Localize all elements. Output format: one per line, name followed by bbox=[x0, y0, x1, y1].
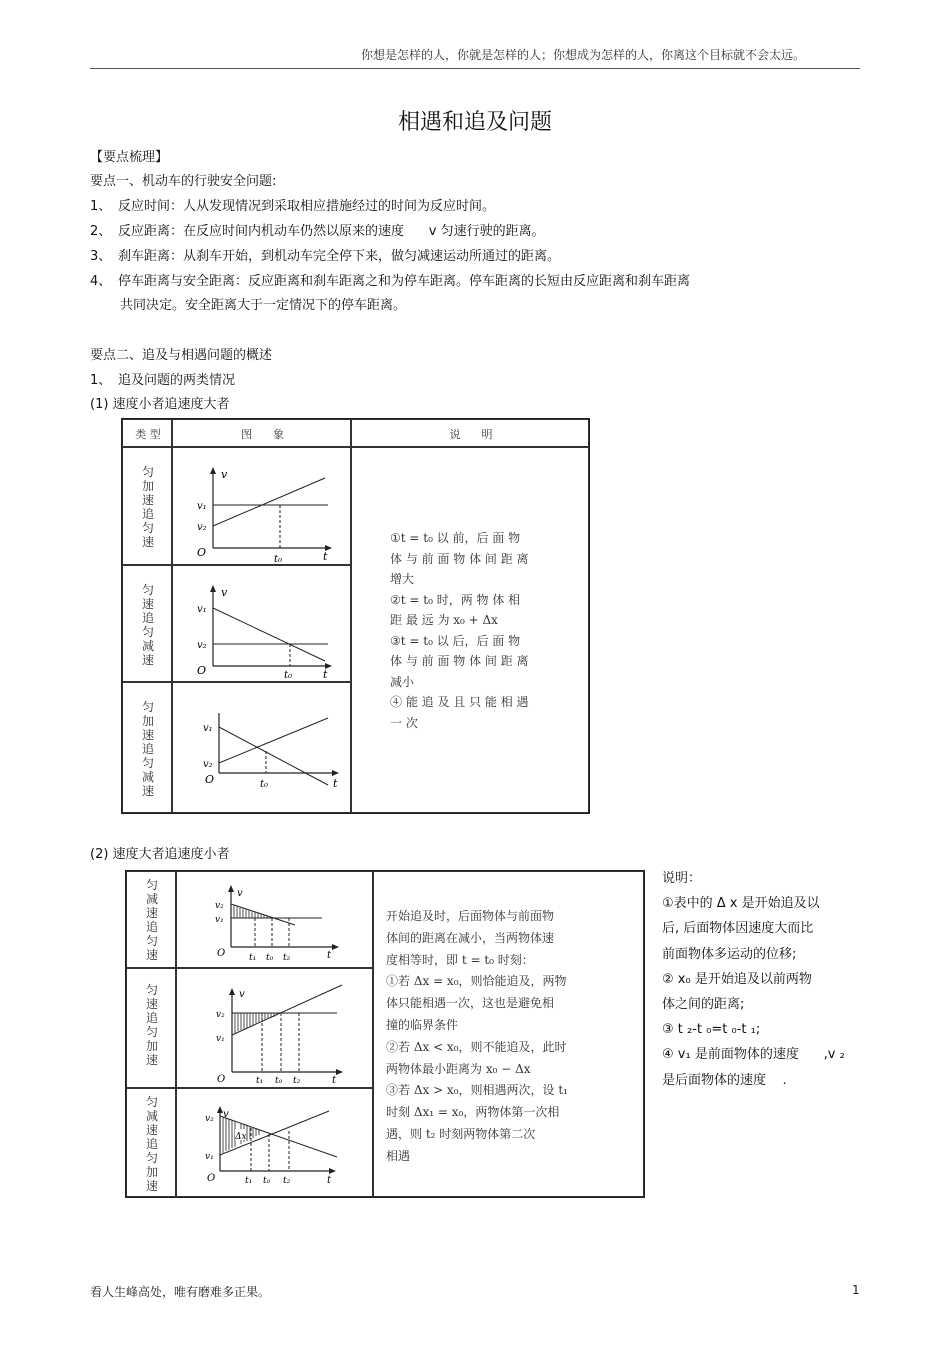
graph-accel-chases-decel bbox=[173, 683, 352, 814]
desc-line: ①t = t₀ 以 前，后 面 物 bbox=[390, 531, 521, 545]
side-note-line: 是后面物体的速度 . bbox=[662, 1072, 787, 1088]
type-cell bbox=[126, 871, 176, 968]
label-v1: v₁ bbox=[216, 1034, 225, 1044]
axis-label-t: t bbox=[332, 1075, 337, 1086]
type-cell bbox=[126, 968, 176, 1088]
desc-line: 体间的距离在减小，当两物体速 bbox=[386, 930, 555, 945]
axis-label-v: v bbox=[221, 586, 228, 599]
desc-line: ②若 Δx < x₀，则不能追及，此时 bbox=[386, 1039, 567, 1054]
desc-line: 体 与 前 面 物 体 间 距 离 bbox=[390, 654, 529, 668]
description-cell bbox=[373, 871, 644, 1197]
desc-line: 减小 bbox=[390, 674, 415, 689]
label-v1: v₁ bbox=[197, 501, 207, 512]
label-t0: t₀ bbox=[275, 1076, 283, 1086]
row-type-label: 匀速追匀加速 bbox=[145, 983, 158, 1067]
item-text: 停车距离与安全距离：反应距离和刹车距离之和为停车距离。停车距离的长短由反应距离和刹车距离 bbox=[118, 274, 691, 289]
label-t0: t₀ bbox=[274, 554, 283, 565]
header-graph-cell bbox=[172, 419, 351, 447]
origin-label: O bbox=[217, 948, 226, 959]
desc-line: 遇，则 t₂ 时刻两物体第二次 bbox=[386, 1126, 536, 1141]
label-t2: t₂ bbox=[283, 1176, 291, 1186]
desc-line: 度相等时，即 t = t₀ 时刻： bbox=[386, 952, 534, 967]
row-type-label: 匀加速追匀速 bbox=[141, 465, 154, 549]
origin-label: O bbox=[197, 546, 207, 559]
label-t0: t₀ bbox=[263, 1176, 271, 1186]
sub1-num: 1、 bbox=[90, 373, 112, 388]
graph-cell bbox=[172, 447, 351, 565]
desc-line: 开始追及时，后面物体与前面物 bbox=[386, 909, 555, 923]
item-num: 4、 bbox=[90, 274, 112, 289]
axis-label-v: v bbox=[223, 1109, 229, 1120]
item-text: 反应时间：人从发现情况到采取相应措施经过的时间为反应时间。 bbox=[118, 199, 496, 214]
sub1-text: 追及问题的两类情况 bbox=[118, 373, 236, 388]
side-note-line: ①表中的 Δ x 是开始追及以 bbox=[662, 896, 820, 912]
description-text bbox=[390, 528, 529, 733]
type-cell bbox=[126, 1088, 176, 1197]
label-v2: v₂ bbox=[203, 759, 213, 770]
description-text bbox=[386, 906, 568, 1168]
graph-cell bbox=[172, 565, 351, 682]
point1-item bbox=[90, 245, 560, 264]
table-speed-large-chases-small bbox=[125, 870, 645, 1198]
label-t1: t₁ bbox=[245, 1176, 253, 1186]
graph-decel-chases-accel bbox=[177, 1089, 374, 1198]
point1-item bbox=[90, 195, 495, 214]
graph-accel-chases-uniform bbox=[173, 448, 352, 566]
origin-label: O bbox=[205, 773, 215, 786]
label-t2: t₂ bbox=[293, 1076, 301, 1086]
label-t0: t₀ bbox=[266, 953, 274, 963]
header-type-cell bbox=[122, 419, 172, 447]
side-note-line: 前面物体多运动的位移; bbox=[662, 946, 797, 962]
graph-cell bbox=[176, 871, 373, 968]
axis-label-v: v bbox=[237, 888, 243, 899]
label-delta-x: Δx bbox=[235, 1132, 247, 1142]
origin-label: O bbox=[217, 1074, 226, 1085]
desc-line: 一 次 bbox=[390, 715, 418, 730]
description-cell bbox=[351, 447, 589, 813]
desc-line: ①若 Δx = x₀，则恰能追及，两物 bbox=[386, 974, 567, 989]
desc-line: 体 与 前 面 物 体 间 距 离 bbox=[390, 551, 529, 566]
point1-item4-continued: 共同决定。安全距离大于一定情况下的停车距离。 bbox=[120, 298, 407, 313]
graph-cell bbox=[176, 1088, 373, 1197]
axis-label-v: v bbox=[239, 989, 245, 1000]
desc-line: 撞的临界条件 bbox=[386, 1017, 459, 1032]
label-t1: t₁ bbox=[256, 1076, 264, 1086]
label-t0: t₀ bbox=[260, 779, 269, 790]
label-v2: v₂ bbox=[216, 1010, 225, 1020]
footer-motto: 看人生峰高处，唯有磨难多正果。 bbox=[90, 1285, 271, 1299]
header-desc: 说 明 bbox=[449, 428, 493, 441]
axis-label-t: t bbox=[323, 668, 328, 681]
graph-uniform-chases-decel bbox=[173, 566, 352, 683]
origin-label: O bbox=[197, 664, 207, 677]
label-v2: v₂ bbox=[215, 901, 224, 911]
label-v2: v₂ bbox=[205, 1114, 214, 1124]
point1-item bbox=[90, 220, 545, 239]
desc-line: ③若 Δx > x₀，则相遇两次，设 t₁ bbox=[386, 1083, 568, 1098]
desc-line: 增大 bbox=[390, 572, 415, 586]
graph-cell bbox=[176, 968, 373, 1088]
label-v1: v₁ bbox=[203, 723, 213, 734]
point2-sub1 bbox=[90, 369, 235, 388]
desc-line: ④ 能 追 及 且 只 能 相 遇 bbox=[390, 695, 529, 709]
header-divider bbox=[90, 68, 860, 69]
label-v1: v₁ bbox=[215, 915, 224, 925]
graph-uniform-chases-accel bbox=[177, 969, 374, 1089]
section-label: 【要点梳理】 bbox=[90, 150, 169, 165]
row-type-label: 匀减速追匀速 bbox=[145, 878, 158, 962]
side-note-line: 体之间的距离; bbox=[662, 997, 745, 1013]
label-t0: t₀ bbox=[284, 670, 293, 681]
row-type-label: 匀减速追匀加速 bbox=[145, 1095, 158, 1193]
header-type: 类 型 bbox=[135, 428, 161, 441]
page-number: 1 bbox=[852, 1283, 860, 1297]
axis-label-t: t bbox=[323, 550, 328, 563]
case1-label: (1) 速度小者追速度大者 bbox=[90, 397, 230, 412]
side-note-line: ③ t ₂-t ₀=t ₀-t ₁; bbox=[662, 1022, 761, 1038]
side-note-line: 说明： bbox=[662, 871, 702, 886]
item-text: 反应距离：在反应时间内机动车仍然以原来的速度 v 匀速行驶的距离。 bbox=[118, 224, 545, 239]
axis-label-t: t bbox=[327, 950, 332, 961]
side-note-line: 后, 后面物体因速度大而比 bbox=[662, 921, 814, 937]
type-cell bbox=[122, 447, 172, 565]
origin-label: O bbox=[207, 1173, 216, 1184]
desc-line: ②t = t₀ 时，两 物 体 相 bbox=[390, 592, 521, 607]
point1-item bbox=[90, 270, 690, 289]
type-cell bbox=[122, 565, 172, 682]
item-num: 3、 bbox=[90, 249, 112, 264]
axis-label-t: t bbox=[327, 1175, 332, 1186]
label-t1: t₁ bbox=[249, 953, 257, 963]
header-motto: 你想是怎样的人，你就是怎样的人；你想成为怎样的人，你离这个目标就不会太远。 bbox=[360, 48, 805, 62]
point1-heading: 要点一、机动车的行驶安全问题: bbox=[90, 174, 277, 189]
label-v2: v₂ bbox=[197, 640, 207, 651]
desc-line: 相遇 bbox=[386, 1148, 411, 1163]
axis-label-t: t bbox=[333, 777, 338, 790]
graph-cell bbox=[172, 682, 351, 813]
row-type-label: 匀加速追匀减速 bbox=[141, 700, 154, 798]
desc-line: 时刻 Δx₁ = x₀，两物体第一次相 bbox=[386, 1105, 560, 1120]
point2-heading: 要点二、追及与相遇问题的概述 bbox=[90, 348, 273, 363]
table-speed-small-chases-large bbox=[121, 418, 590, 814]
side-note-line: ④ v₁ 是前面物体的速度 ,v ₂ bbox=[662, 1047, 845, 1063]
desc-line: 距 最 远 为 x₀ + Δx bbox=[390, 613, 498, 627]
desc-line: ③t = t₀ 以 后，后 面 物 bbox=[390, 633, 521, 648]
case2-label: (2) 速度大者追速度小者 bbox=[90, 847, 230, 862]
axis-label-v: v bbox=[221, 468, 228, 481]
label-v2: v₂ bbox=[197, 522, 207, 533]
page-title: 相遇和追及问题 bbox=[397, 110, 552, 135]
graph-decel-chases-uniform bbox=[177, 872, 374, 969]
header-graph: 图 象 bbox=[241, 428, 284, 441]
item-num: 1、 bbox=[90, 199, 112, 214]
item-text: 刹车距离：从刹车开始，到机动车完全停下来，做匀减速运动所通过的距离。 bbox=[118, 249, 561, 264]
header-desc-cell bbox=[351, 419, 589, 447]
desc-line: 两物体最小距离为 x₀ − Δx bbox=[386, 1061, 531, 1076]
type-cell bbox=[122, 682, 172, 813]
label-t2: t₂ bbox=[283, 953, 291, 963]
label-v1: v₁ bbox=[205, 1152, 214, 1162]
side-note bbox=[662, 866, 845, 1093]
item-num: 2、 bbox=[90, 224, 112, 239]
side-note-line: ② x₀ 是开始追及以前两物 bbox=[662, 971, 812, 987]
desc-line: 体只能相遇一次，这也是避免相 bbox=[386, 996, 555, 1011]
label-v1: v₁ bbox=[197, 604, 207, 615]
row-type-label: 匀速追匀减速 bbox=[141, 583, 154, 667]
